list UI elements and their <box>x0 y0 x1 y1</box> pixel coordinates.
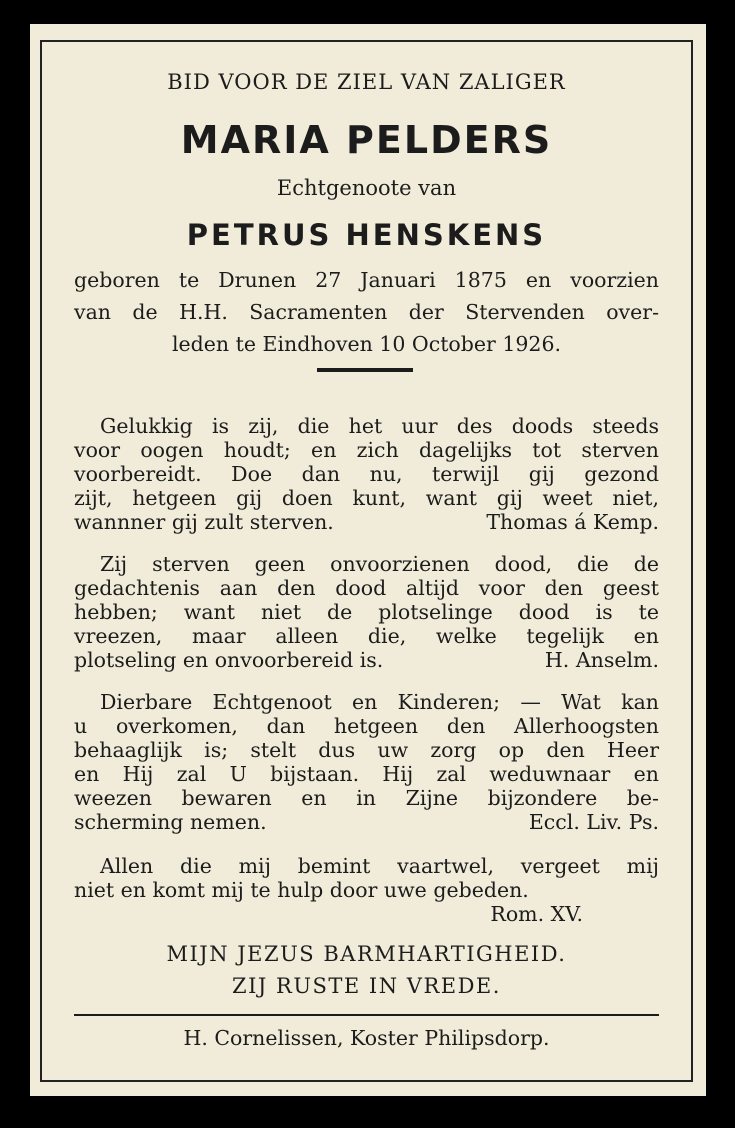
closing-line-1: MIJN JEZUS BARMHARTIGHEID. <box>166 942 567 966</box>
quote-text: plotseling en onvoorbereid is. <box>74 648 384 672</box>
quote-line: Dierbare Echtgenoot en Kinderen; — Wat kan <box>100 690 659 714</box>
quote-attribution: Rom. XV. <box>490 902 583 926</box>
closing-line-2: ZIJ RUSTE IN VREDE. <box>232 974 501 998</box>
spouse-name: PETRUS HENSKENS <box>186 218 547 252</box>
divider-short <box>317 368 413 372</box>
printer-credit: H. Cornelissen, Koster Philipsdorp. <box>183 1026 550 1050</box>
quote-last-line <box>74 648 659 672</box>
bio-line-1: geboren te Drunen 27 Januari 1875 en voorzien <box>74 268 659 292</box>
quote-line: gedachtenis aan den dood altijd voor den geest <box>74 576 659 600</box>
quote-line: voorbereidt. Doe dan nu, terwijl gij gezond <box>74 462 659 486</box>
deceased-name: MARIA PELDERS <box>180 118 553 162</box>
quote-line: Allen die mij bemint vaartwel, vergeet mij <box>100 854 659 878</box>
quote-line: vreezen, maar alleen die, welke tegelijk en <box>74 624 659 648</box>
quote-line: voor oogen houdt; en zich dagelijks tot sterven <box>74 438 659 462</box>
quote-attribution: Eccl. Liv. Ps. <box>528 810 659 834</box>
quote-text: scherming nemen. <box>74 810 267 834</box>
bio-line-2: van de H.H. Sacramenten der Stervenden over- <box>74 300 659 324</box>
quote-line: zijt, hetgeen gij doen kunt, want gij weet niet, <box>74 486 659 510</box>
quote-line: u overkomen, dan hetgeen den Allerhoogsten <box>74 714 659 738</box>
quote-line: Zij sterven geen onvoorzienen dood, die de <box>100 552 659 576</box>
relation-text: Echtgenoote van <box>276 176 457 200</box>
quote-attribution: H. Anselm. <box>544 648 659 672</box>
bio-line-3: leden te Eindhoven 10 October 1926. <box>171 332 562 356</box>
divider-long <box>74 1014 659 1016</box>
quote-last-line <box>74 510 659 534</box>
quote-line: behaaglijk is; stelt dus uw zorg op den Heer <box>74 738 659 762</box>
quote-line: en Hij zal U bijstaan. Hij zal weduwnaar en <box>74 762 659 786</box>
quote-line: hebben; want niet de plotselinge dood is te <box>74 600 659 624</box>
quote-last-line <box>74 810 659 834</box>
quote-attribution: Thomas á Kemp. <box>486 510 659 534</box>
quote-text: niet en komt mij te hulp door uwe gebeden. <box>74 878 529 902</box>
quote-line: Gelukkig is zij, die het uur des doods steeds <box>100 414 659 438</box>
prayer-heading: BID VOOR DE ZIEL VAN ZALIGER <box>167 70 566 94</box>
quote-text: wannner gij zult sterven. <box>74 510 334 534</box>
quote-line: weezen bewaren en in Zijne bijzondere be- <box>74 786 659 810</box>
